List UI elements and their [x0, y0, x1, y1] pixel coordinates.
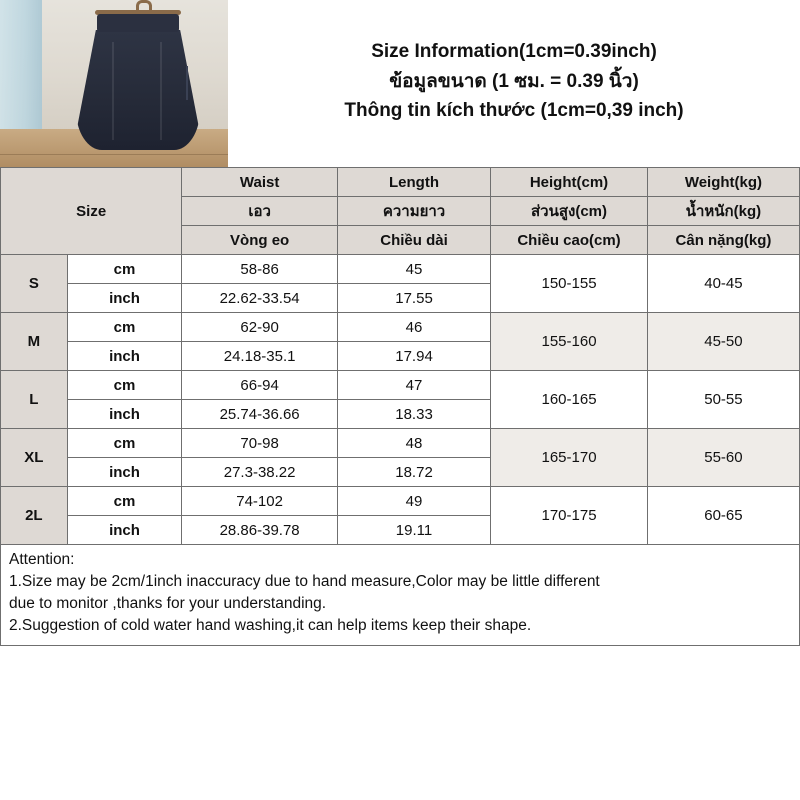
col-header-waist-th: เอว: [182, 197, 338, 226]
col-header-weight-vi: Cân nặng(kg): [647, 226, 799, 255]
size-header-cell: Size: [1, 168, 182, 255]
col-header-height-en: Height(cm): [491, 168, 648, 197]
unit-cm: cm: [67, 429, 182, 458]
row-size-2l: 2L: [1, 487, 68, 545]
attention-line-2: due to monitor ,thanks for your understanding.: [9, 595, 327, 612]
unit-cm: cm: [67, 487, 182, 516]
waist-cm-m: 62-90: [182, 313, 338, 342]
length-inch-2l: 19.11: [337, 516, 490, 545]
row-size-m: M: [1, 313, 68, 371]
weight-xl: 55-60: [647, 429, 799, 487]
row-size-xl: XL: [1, 429, 68, 487]
col-header-length-en: Length: [337, 168, 490, 197]
length-cm-l: 47: [337, 371, 490, 400]
table-row: [1, 313, 800, 342]
unit-inch: inch: [67, 458, 182, 487]
title-line-th: ข้อมูลขนาด (1 ซม. = 0.39 นิ้ว): [389, 70, 639, 92]
table-header-row-en: [1, 168, 800, 197]
row-size-s: S: [1, 255, 68, 313]
header: [0, 0, 800, 167]
height-s: 150-155: [491, 255, 648, 313]
attention-line-3: 2.Suggestion of cold water hand washing,it can help items keep their shape.: [9, 617, 532, 634]
col-header-waist-vi: Vòng eo: [182, 226, 338, 255]
table-row: [1, 255, 800, 284]
attention-heading: Attention:: [9, 551, 75, 568]
col-header-weight-th: น้ำหนัก(kg): [647, 197, 799, 226]
unit-inch: inch: [67, 516, 182, 545]
col-header-waist-en: Waist: [182, 168, 338, 197]
product-photo: [0, 0, 228, 167]
col-header-length-th: ความยาว: [337, 197, 490, 226]
table-row: [1, 429, 800, 458]
waist-inch-s: 22.62-33.54: [182, 284, 338, 313]
height-m: 155-160: [491, 313, 648, 371]
length-cm-xl: 48: [337, 429, 490, 458]
unit-cm: cm: [67, 371, 182, 400]
waist-cm-l: 66-94: [182, 371, 338, 400]
waist-cm-2l: 74-102: [182, 487, 338, 516]
length-cm-2l: 49: [337, 487, 490, 516]
waist-inch-m: 24.18-35.1: [182, 342, 338, 371]
unit-cm: cm: [67, 255, 182, 284]
unit-inch: inch: [67, 342, 182, 371]
weight-2l: 60-65: [647, 487, 799, 545]
attention-block: [0, 545, 800, 646]
length-inch-xl: 18.72: [337, 458, 490, 487]
waist-inch-l: 25.74-36.66: [182, 400, 338, 429]
skirt-body: [76, 30, 200, 150]
col-header-weight-en: Weight(kg): [647, 168, 799, 197]
unit-cm: cm: [67, 313, 182, 342]
attention-line-1: 1.Size may be 2cm/1inch inaccuracy due to hand measure,Color may be little different: [9, 573, 600, 590]
length-inch-m: 17.94: [337, 342, 490, 371]
weight-s: 40-45: [647, 255, 799, 313]
height-2l: 170-175: [491, 487, 648, 545]
weight-l: 50-55: [647, 371, 799, 429]
waist-cm-xl: 70-98: [182, 429, 338, 458]
title-line-vi: Thông tin kích thước (1cm=0,39 inch): [344, 100, 684, 122]
length-inch-l: 18.33: [337, 400, 490, 429]
title-line-en: Size Information(1cm=0.39inch): [371, 41, 657, 63]
waist-cm-s: 58-86: [182, 255, 338, 284]
waist-inch-2l: 28.86-39.78: [182, 516, 338, 545]
col-header-height-th: ส่วนสูง(cm): [491, 197, 648, 226]
row-size-l: L: [1, 371, 68, 429]
skirt-side-tie: [186, 66, 202, 100]
weight-m: 45-50: [647, 313, 799, 371]
waist-inch-xl: 27.3-38.22: [182, 458, 338, 487]
height-l: 160-165: [491, 371, 648, 429]
length-inch-s: 17.55: [337, 284, 490, 313]
col-header-height-vi: Chiều cao(cm): [491, 226, 648, 255]
length-cm-m: 46: [337, 313, 490, 342]
size-table: [0, 167, 800, 545]
skirt-waistband: [97, 14, 179, 32]
skirt-pleat: [112, 42, 114, 140]
height-xl: 165-170: [491, 429, 648, 487]
unit-inch: inch: [67, 284, 182, 313]
table-row: [1, 371, 800, 400]
unit-inch: inch: [67, 400, 182, 429]
col-header-length-vi: Chiều dài: [337, 226, 490, 255]
table-row: [1, 487, 800, 516]
skirt-pleat: [160, 42, 162, 140]
photo-floor-line: [0, 154, 228, 155]
length-cm-s: 45: [337, 255, 490, 284]
title-block: [228, 0, 800, 167]
